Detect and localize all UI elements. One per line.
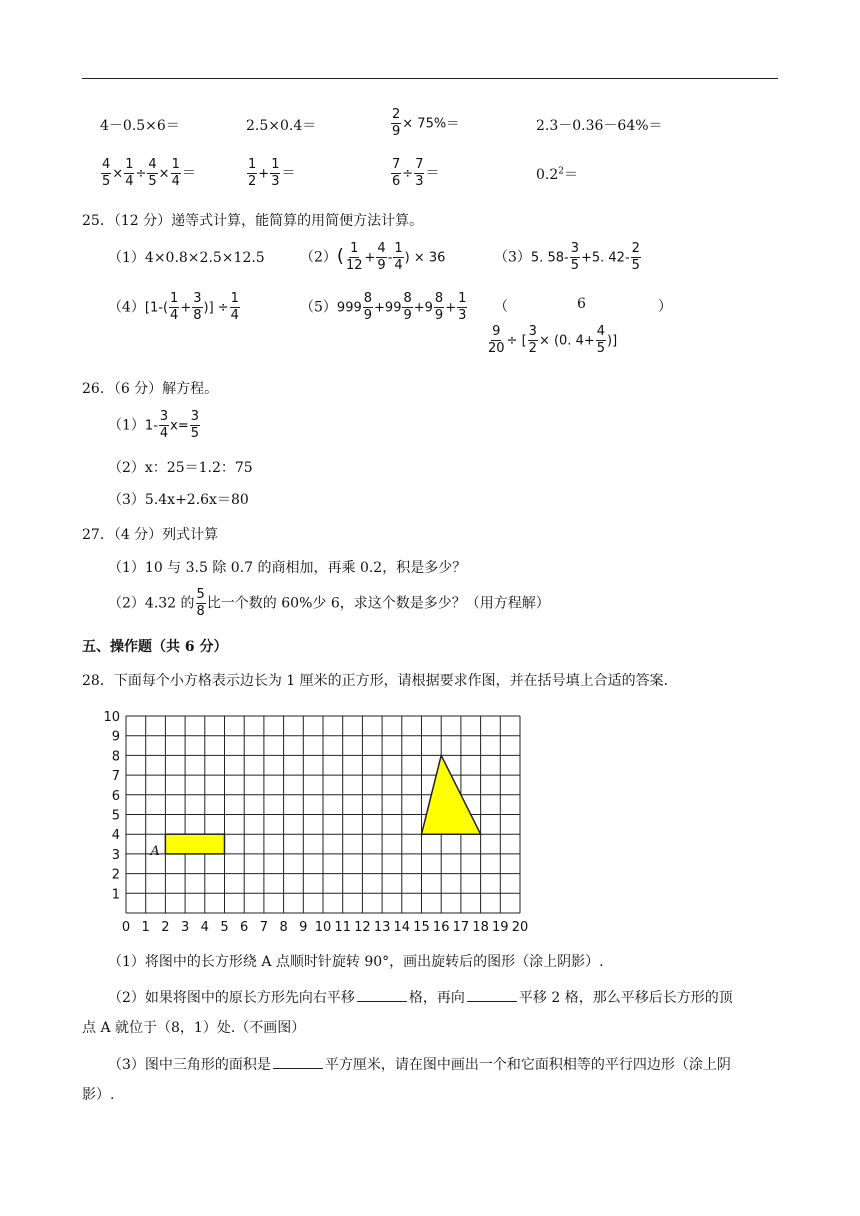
calc-8: $0.2^2=$ [536, 166, 578, 183]
fraction: $\frac{7}{3}$ [415, 157, 424, 189]
y-tick-label: 5 [111, 808, 120, 824]
q25-part6: $\frac{9}{20}$ ÷ [ $\frac{3}{2}$ × (0. 4+ $\frac{4}{5}$ )] [488, 324, 618, 356]
q25-part3: （3）5. 58- $\frac{3}{5}$ +5. 42- $\frac{2}{5}$ [494, 241, 640, 273]
answer-blank[interactable] [273, 1056, 323, 1069]
q26-part2: （2）x：25＝1.2：75 [108, 460, 253, 476]
answer-blank[interactable] [467, 989, 517, 1002]
y-tick-label: 2 [111, 867, 120, 883]
fraction: $\frac{7}{6}$ [392, 157, 401, 189]
x-tick-label: 9 [299, 920, 308, 935]
x-tick-label: 2 [161, 920, 170, 935]
x-tick-label: 10 [314, 920, 332, 935]
x-tick-label: 12 [354, 920, 371, 935]
q25-part4: （4）[1-( $\frac{1}{4}$ + $\frac{3}{8}$ )] ÷ $\frac{1}{4}$ [108, 291, 239, 323]
q28-part1: （1）将图中的长方形绕 A 点顺时针旋转 90°，画出旋转后的图形（涂上阴影）. [108, 954, 604, 970]
x-tick-label: 0 [121, 920, 131, 935]
x-tick-label: 18 [472, 920, 489, 935]
y-tick-label: 7 [111, 769, 120, 785]
q25-part5: （5）999 $\frac{8}{9}$ +99 $\frac{8}{9}$ +9 $\frac{8}{9}$ + $\frac{1}{3}$ [300, 291, 467, 323]
q27-title: 27．（4 分）列式计算 [82, 527, 219, 543]
y-tick-label: 3 [111, 847, 120, 863]
x-tick-label: 7 [259, 920, 269, 935]
x-tick-label: 19 [492, 920, 509, 935]
y-tick-label: 4 [111, 828, 120, 844]
calc-1: 4－0.5×6＝ [100, 118, 180, 134]
q25-title: 25．（12 分）递等式计算，能简算的用简便方法计算。 [82, 213, 424, 229]
fraction: $\frac{1}{4}$ [125, 157, 134, 189]
fraction: $\frac{1}{2}$ [248, 157, 257, 189]
calc-3: $\frac{2}{9}$ × 75%＝ [392, 107, 460, 139]
x-tick-label: 20 [511, 920, 529, 935]
calc-7: $\frac{7}{6}$ ÷ $\frac{7}{3}$ ＝ [392, 157, 440, 189]
calc-4: 2.3－0.36－64%＝ [536, 118, 663, 134]
y-tick-label: 10 [103, 710, 120, 725]
coordinate-grid [98, 700, 538, 936]
fraction: $\frac{1}{3}$ [271, 157, 280, 189]
header-rule [82, 78, 778, 79]
fraction: $\frac{1}{4}$ [171, 157, 180, 189]
x-tick-label: 16 [432, 920, 450, 935]
x-tick-label: 11 [334, 920, 351, 935]
point-a-label: A [150, 843, 160, 859]
answer-blank[interactable] [357, 989, 407, 1002]
q28-title: 28．下面每个小方格表示边长为 1 厘米的正方形，请根据要求作图，并在括号填上合适的答案． [82, 673, 678, 689]
x-tick-label: 17 [452, 920, 470, 935]
x-tick-label: 3 [180, 920, 190, 935]
q27-part1: （1）10 与 3.5 除 0.7 的商相加，再乘 0.2，积是多少？ [108, 560, 467, 576]
x-tick-label: 6 [240, 920, 249, 935]
y-tick-label: 9 [111, 729, 120, 745]
q25-part6-number: 6 [577, 296, 586, 312]
rectangle-shape [165, 834, 224, 854]
x-tick-label: 15 [413, 920, 430, 935]
q26-title: 26．（6 分）解方程。 [82, 381, 219, 397]
fraction: $\frac{2}{9}$ [392, 107, 401, 139]
x-tick-label: 8 [279, 920, 288, 935]
q25-part6-open: （ [494, 299, 508, 315]
calc-6: $\frac{1}{2}$ + $\frac{1}{3}$ ＝ [248, 157, 296, 189]
x-tick-label: 4 [200, 920, 209, 935]
x-tick-label: 13 [373, 920, 391, 935]
q28-part3-cont: 影）. [82, 1087, 115, 1103]
q28-part2-cont: 点 A 就位于（8，1）处.（不画图） [82, 1020, 306, 1036]
y-tick-label: 1 [111, 887, 120, 903]
q26-part3: （3）5.4x+2.6x＝80 [108, 492, 249, 508]
q25-part1: （1）4×0.8×2.5×12.5 [108, 250, 265, 266]
x-tick-label: 1 [141, 920, 150, 935]
calc-5: $\frac{4}{5}$ × $\frac{1}{4}$ ÷ $\frac{4}{5}$ × $\frac{1}{4}$ ＝ [102, 157, 196, 189]
q26-part1: （1）1- $\frac{3}{4}$ x= $\frac{3}{5}$ [108, 409, 200, 441]
q28-part3: （3）图中三角形的面积是 平方厘米，请在图中画出一个和它面积相等的平行四边形（涂上阴 [108, 1057, 731, 1073]
fraction: $\frac{4}{5}$ [148, 157, 157, 189]
x-tick-label: 14 [393, 920, 411, 935]
y-tick-label: 8 [111, 749, 120, 765]
section-title: 五、操作题（共 6 分） [82, 639, 228, 655]
x-tick-label: 5 [220, 920, 229, 935]
fraction: $\frac{4}{5}$ [102, 157, 111, 189]
q28-part2: （2）如果将图中的原长方形先向右平移 格，再向 平移 2 格，那么平移后长方形的顶 [108, 990, 733, 1006]
q27-part2: （2）4.32 的 $\frac{5}{8}$ 比一个数的 60%少 6，求这个数是多少？（用方程解） [108, 587, 550, 619]
calc-2: 2.5×0.4＝ [246, 118, 317, 134]
y-tick-label: 6 [111, 788, 120, 804]
q25-part6-close: ） [658, 299, 672, 315]
q25-part2: （2）( $\frac{1}{12}$ + $\frac{4}{9}$ - $\frac{1}{4}$ ) × 36 [300, 241, 446, 273]
